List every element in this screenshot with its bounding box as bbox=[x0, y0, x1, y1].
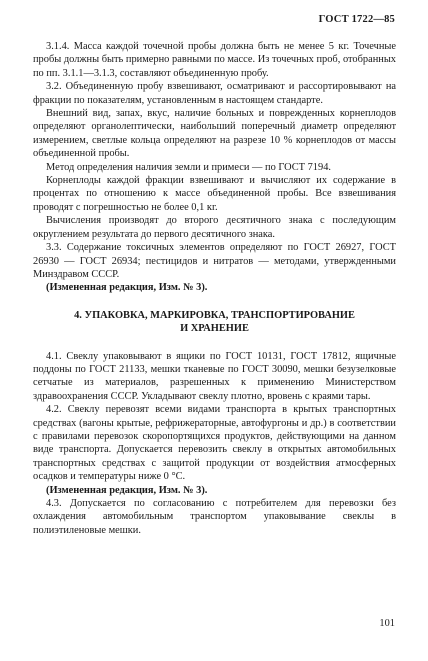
paragraph-soil-method: Метод определения наличия земли и примеси — по ГОСТ 7194. bbox=[46, 161, 331, 173]
page-number: 101 bbox=[379, 618, 395, 629]
paragraph-weighing: Корнеплоды каждой фракции взвешивают и вычисляют их содержание в процентах по отношению к массе объединенной пробы. Все взвешивания проводят с погрешностью не более 0,1 кг. bbox=[33, 175, 396, 213]
amendment-note: (Измененная редакция, Изм. № 3). bbox=[46, 282, 208, 294]
document-body bbox=[33, 40, 396, 537]
section-heading-line-2: И ХРАНЕНИЕ bbox=[180, 323, 249, 335]
standard-header: ГОСТ 1722—85 bbox=[318, 14, 395, 25]
section-heading-line-1: 4. УПАКОВКА, МАРКИРОВКА, ТРАНСПОРТИРОВАНИЕ bbox=[74, 309, 355, 321]
paragraph-4-3: 4.3. Допускается по согласованию с потребителем для перевозки без охлаждения автомобильным транспортом упаковывание свеклы в полиэтиленовые мешки. bbox=[33, 498, 396, 536]
section-heading bbox=[33, 309, 396, 336]
paragraph-calculations: Вычисления производят до второго десятичного знака с последующим округлением результата до первого десятичного знака. bbox=[33, 215, 396, 240]
paragraph-4-1: 4.1. Свеклу упаковывают в ящики по ГОСТ 10131, ГОСТ 17812, ящичные поддоны по ГОСТ 21133, мешки тканевые по ГОСТ 30090, мешки безузелковые сетчатые из материалов, разрешенных к применению Министерством здравоохранения СССР. Укладывают свеклу плотно, вровень с краями тары. bbox=[33, 350, 396, 402]
paragraph-4-2: 4.2. Свеклу перевозят всеми видами транспорта в крытых транспортных средствах (вагоны крытые, рефрижераторные, автофургоны и др.) в соответствии с правилами перевозок скоропортящихся продуктов, действующими на данном виде транспорта. Допускается перевозить свеклу в открытых автомобильных транспортных средствах с защитой продукции от воздействия атмосферных осадков и температуры ниже 0 °С. bbox=[33, 404, 396, 483]
paragraph-3-2: 3.2. Объединенную пробу взвешивают, осматривают и рассортировывают на фракции по показателям, установленным в настоящем стандарте. bbox=[33, 81, 396, 106]
paragraph-appearance: Внешний вид, запах, вкус, наличие больных и поврежденных корнеплодов определяют органолептически, наибольший поперечный диаметр определяют измерением, светлые кольца определяют на разрезе 10 % корнеплодов от массы объединенной пробы. bbox=[33, 108, 396, 160]
amendment-note: (Измененная редакция, Изм. № 3). bbox=[46, 484, 208, 496]
paragraph-3-1-4: 3.1.4. Масса каждой точечной пробы должна быть не менее 5 кг. Точечные пробы должны быть примерно равными по массе. Из точечных проб, отобранных по пп. 3.1.1—3.1.3, составляют объединенную пробу. bbox=[33, 41, 396, 79]
paragraph-3-3: 3.3. Содержание токсичных элементов определяют по ГОСТ 26927, ГОСТ 26930 — ГОСТ 26934; пестицидов и нитратов — методами, утвержденными Минздравом СССР. bbox=[33, 242, 396, 280]
